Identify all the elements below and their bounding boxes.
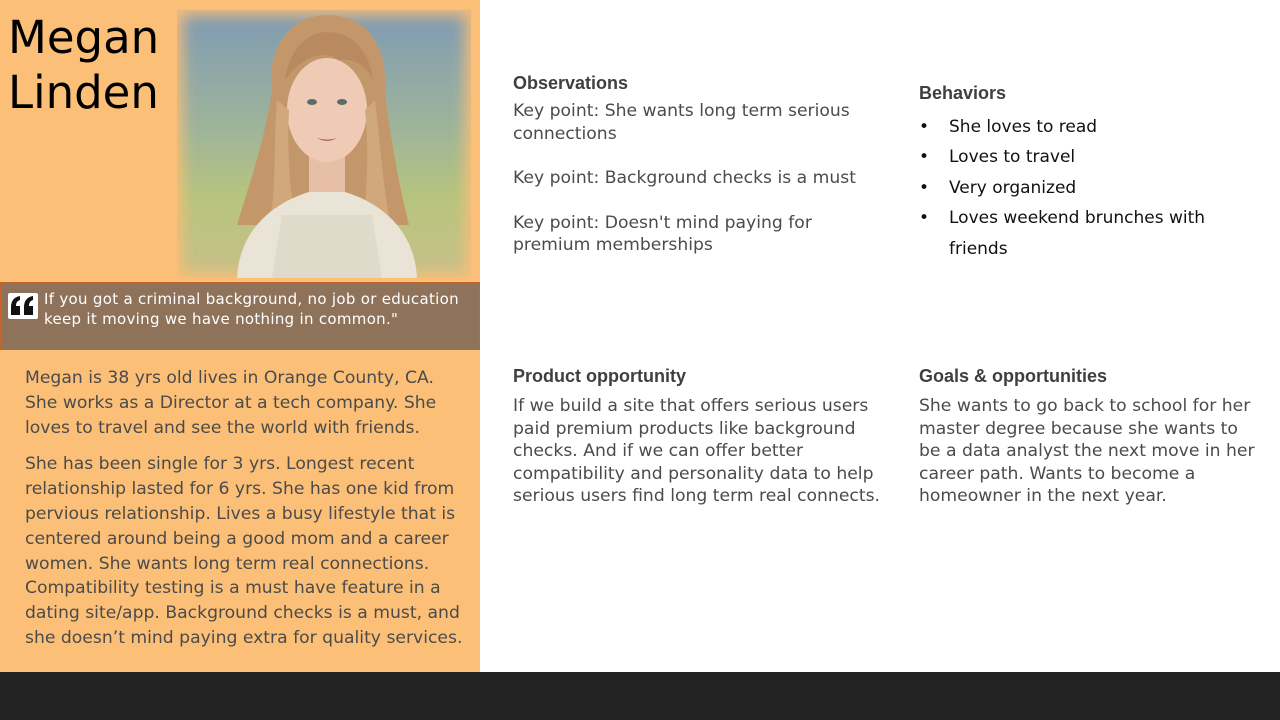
footer-bar: [0, 672, 1280, 720]
persona-name: [8, 10, 173, 120]
behavior-item: [919, 173, 1269, 203]
behavior-item: [919, 142, 1269, 172]
product-opportunity-title: Product opportunity: [513, 366, 686, 386]
behavior-text: She loves to read: [949, 117, 1098, 137]
observation-item: Key point: Background checks is a must: [513, 168, 856, 189]
behaviors-list: [919, 112, 1269, 264]
observation-item: Key point: She wants long term serious connections: [513, 101, 850, 144]
persona-quote: [0, 282, 480, 350]
goals-body: She wants to go back to school for her master degree because she wants to be a data analyst the next move in her career path. Wants to become a homeowner in the next year.: [919, 396, 1255, 507]
persona-photo: [177, 10, 471, 278]
behavior-text: Loves weekend brunches with friends: [949, 208, 1206, 259]
observation-item: Key point: Doesn't mind paying for premium memberships: [513, 212, 812, 256]
quote-open-icon: [8, 293, 38, 319]
product-opportunity-body: If we build a site that offers serious users paid premium products like background checks. And if we can offer better compatibility and personality data to help serious users find long term real connects.: [513, 396, 881, 507]
goals-section: [919, 366, 1264, 508]
bio-paragraph: She has been single for 3 yrs. Longest recent relationship lasted for 6 yrs. She has one kid from pervious relationship. Lives a busy lifestyle that is centered around being a good mom and a career women. She wants long term real connections. Compatibility testing is a must have feature in a dating site/app. Background checks is a must, and she doesn’t mind paying extra for quality services.: [25, 454, 463, 648]
bio-paragraph: Megan is 38 yrs old lives in Orange County, CA. She works as a Director at a tech company. She loves to travel and see the world with friends.: [25, 368, 437, 438]
bullet-icon: •: [919, 177, 930, 198]
behavior-item: [919, 112, 1269, 142]
persona-photo-illustration: [177, 10, 471, 278]
behavior-text: Loves to travel: [949, 147, 1076, 168]
bullet-icon: •: [919, 117, 930, 137]
persona-first-name: Megan: [8, 11, 160, 64]
quote-text: If you got a criminal background, no job or education keep it moving we have nothing in common.": [44, 290, 459, 328]
bullet-icon: •: [919, 147, 930, 168]
goals-title: Goals & opportunities: [919, 366, 1108, 386]
bullet-icon: •: [919, 208, 930, 229]
behaviors-section: [919, 83, 1269, 264]
persona-bio: [25, 366, 465, 663]
persona-last-name: Linden: [8, 66, 159, 119]
observations-title: Observations: [513, 73, 629, 93]
observations-section: [513, 73, 893, 279]
behavior-text: Very organized: [949, 177, 1077, 198]
behaviors-title: Behaviors: [919, 83, 1007, 103]
product-opportunity-section: [513, 366, 888, 508]
behavior-item: [919, 203, 1269, 264]
